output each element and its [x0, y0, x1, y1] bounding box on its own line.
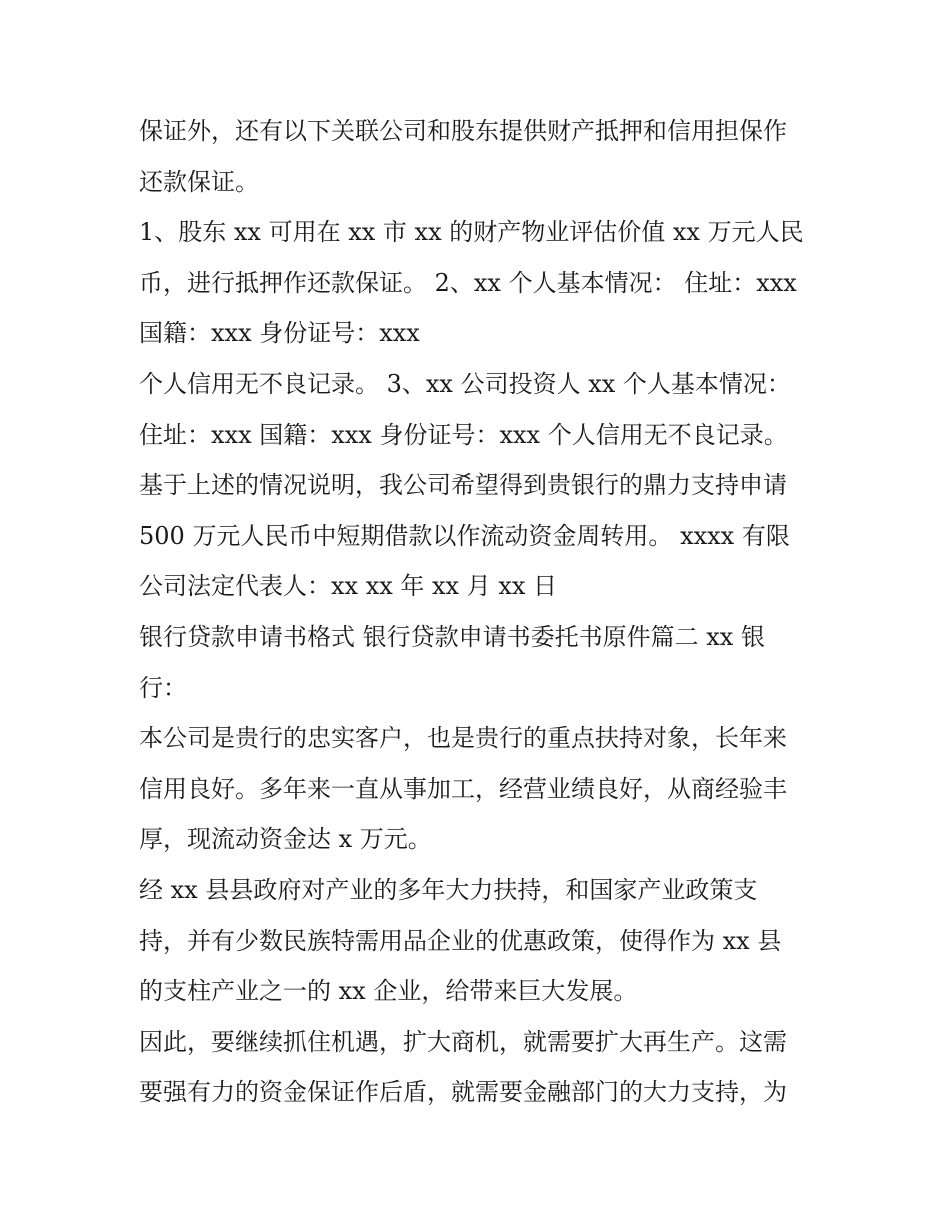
document-body — [139, 106, 829, 1118]
text-line: 国籍：xxx 身份证号：xxx — [139, 319, 420, 348]
text-line: 持，并有少数民族特需用品企业的优惠政策，使得作为 xx 县 — [139, 926, 782, 955]
text-line: 要强有力的资金保证作后盾，就需要金融部门的大力支持，为 — [139, 1078, 787, 1107]
text-line: 厚，现流动资金达 x 万元。 — [139, 825, 432, 854]
text-line: 本公司是贵行的忠实客户，也是贵行的重点扶持对象，长年来 — [139, 724, 787, 753]
text-line: 住址：xxx 国籍：xxx 身份证号：xxx 个人信用无不良记录。 — [139, 420, 788, 449]
text-line: 行： — [139, 673, 187, 702]
text-line: 基于上述的情况说明，我公司希望得到贵银行的鼎力支持申请 — [139, 471, 787, 500]
text-line: 因此，要继续抓住机遇，扩大商机，就需要扩大再生产。这需 — [139, 1027, 787, 1056]
text-line: 币，进行抵押作还款保证。 2、xx 个人基本情况： 住址：xxx — [139, 268, 797, 297]
text-line: 的支柱产业之一的 xx 企业，给带来巨大发展。 — [139, 977, 638, 1006]
text-line: 还款保证。 — [139, 167, 259, 196]
text-line: 1、股东 xx 可用在 xx 市 xx 的财产物业评估价值 xx 万元人民 — [139, 218, 804, 247]
text-line: 公司法定代表人：xx xx 年 xx 月 xx 日 — [139, 572, 558, 601]
text-line: 500 万元人民币中短期借款以作流动资金周转用。 xxxx 有限 — [139, 521, 790, 550]
text-line: 银行贷款申请书格式 银行贷款申请书委托书原件篇二 xx 银 — [139, 622, 765, 651]
text-line: 信用良好。多年来一直从事加工，经营业绩良好，从商经验丰 — [139, 774, 787, 803]
text-line: 个人信用无不良记录。 3、xx 公司投资人 xx 个人基本情况： — [139, 369, 791, 398]
text-line: 经 xx 县县政府对产业的多年大力扶持，和国家产业政策支 — [139, 875, 758, 904]
text-line: 保证外，还有以下关联公司和股东提供财产抵押和信用担保作 — [139, 117, 787, 145]
